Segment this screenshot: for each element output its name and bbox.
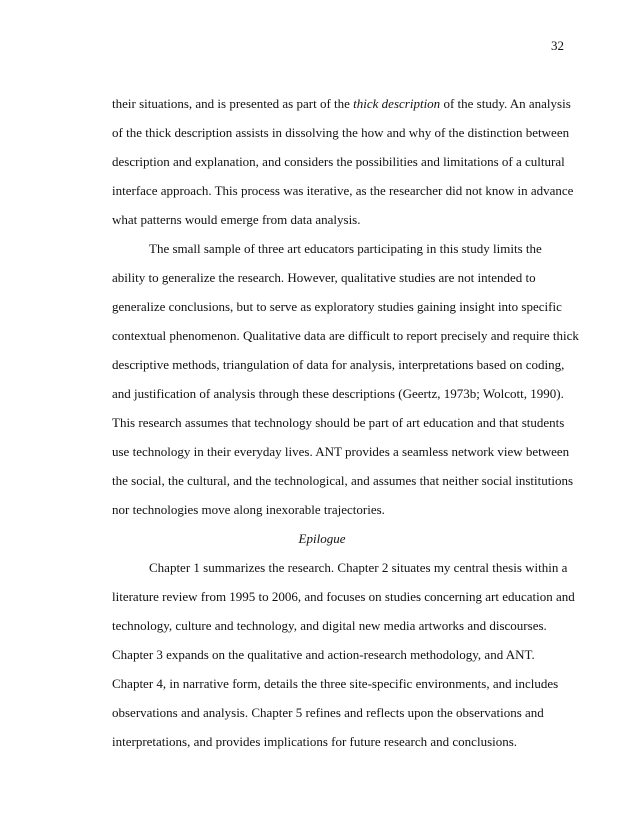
paragraph2-line-8: use technology in their everyday lives. ANT provides a seamless network view between (112, 444, 570, 459)
paragraph2-line-6: and justification of analysis through these descriptions (Geertz, 1973b; Wolcott, 1990). (112, 386, 564, 401)
section-heading-epilogue: Epilogue (298, 531, 346, 546)
paragraph2-line-7: This research assumes that technology should be part of art education and that students (112, 415, 565, 430)
paragraph2-line-3: generalize conclusions, but to serve as exploratory studies gaining insight into specific (112, 299, 562, 314)
paragraph2-line-5: descriptive methods, triangulation of data for analysis, interpretations based on coding, (112, 357, 565, 372)
paragraph1-line-3: description and explanation, and considers the possibilities and limitations of a cultural (112, 154, 565, 169)
paragraph3-line-4: Chapter 3 expands on the qualitative and action-research methodology, and ANT. (112, 647, 535, 662)
paragraph1-line-4: interface approach. This process was iterative, as the researcher did not know in advance (112, 183, 574, 198)
paragraph3-line-5: Chapter 4, in narrative form, details the three site-specific environments, and includes (112, 676, 559, 691)
paragraph2-line-1: The small sample of three art educators participating in this study limits the (149, 241, 542, 256)
paragraph3-line-6: observations and analysis. Chapter 5 refines and reflects upon the observations and (112, 705, 544, 720)
paragraph2-line-9: the social, the cultural, and the technological, and assumes that neither social institutions (112, 473, 574, 488)
page-number: 32 (551, 38, 564, 53)
paragraph2-line-4: contextual phenomenon. Qualitative data are difficult to report precisely and require thick (112, 328, 579, 343)
paragraph1-line-1-start: their situations, and is presented as part of the (112, 96, 354, 111)
paragraph3-line-2: literature review from 1995 to 2006, and focuses on studies concerning art education and (112, 589, 575, 604)
thick-description-italic: thick description (353, 96, 441, 111)
paragraph1-line-1-end: of the study. An analysis (440, 96, 571, 111)
paragraph3-line-3: technology, culture and technology, and digital new media artworks and discourses. (112, 618, 547, 633)
paragraph1-line-2: of the thick description assists in dissolving the how and why of the distinction between (112, 125, 570, 140)
paragraph3-line-1: Chapter 1 summarizes the research. Chapter 2 situates my central thesis within a (149, 560, 568, 575)
paragraph2-line-10: nor technologies move along inexorable trajectories. (112, 502, 385, 517)
paragraph1-line-5: what patterns would emerge from data analysis. (112, 212, 361, 227)
paragraph1-line-1 (112, 96, 571, 112)
paragraph3-line-7: interpretations, and provides implications for future research and conclusions. (112, 734, 518, 749)
paragraph2-line-2: ability to generalize the research. However, qualitative studies are not intended to (112, 270, 536, 285)
